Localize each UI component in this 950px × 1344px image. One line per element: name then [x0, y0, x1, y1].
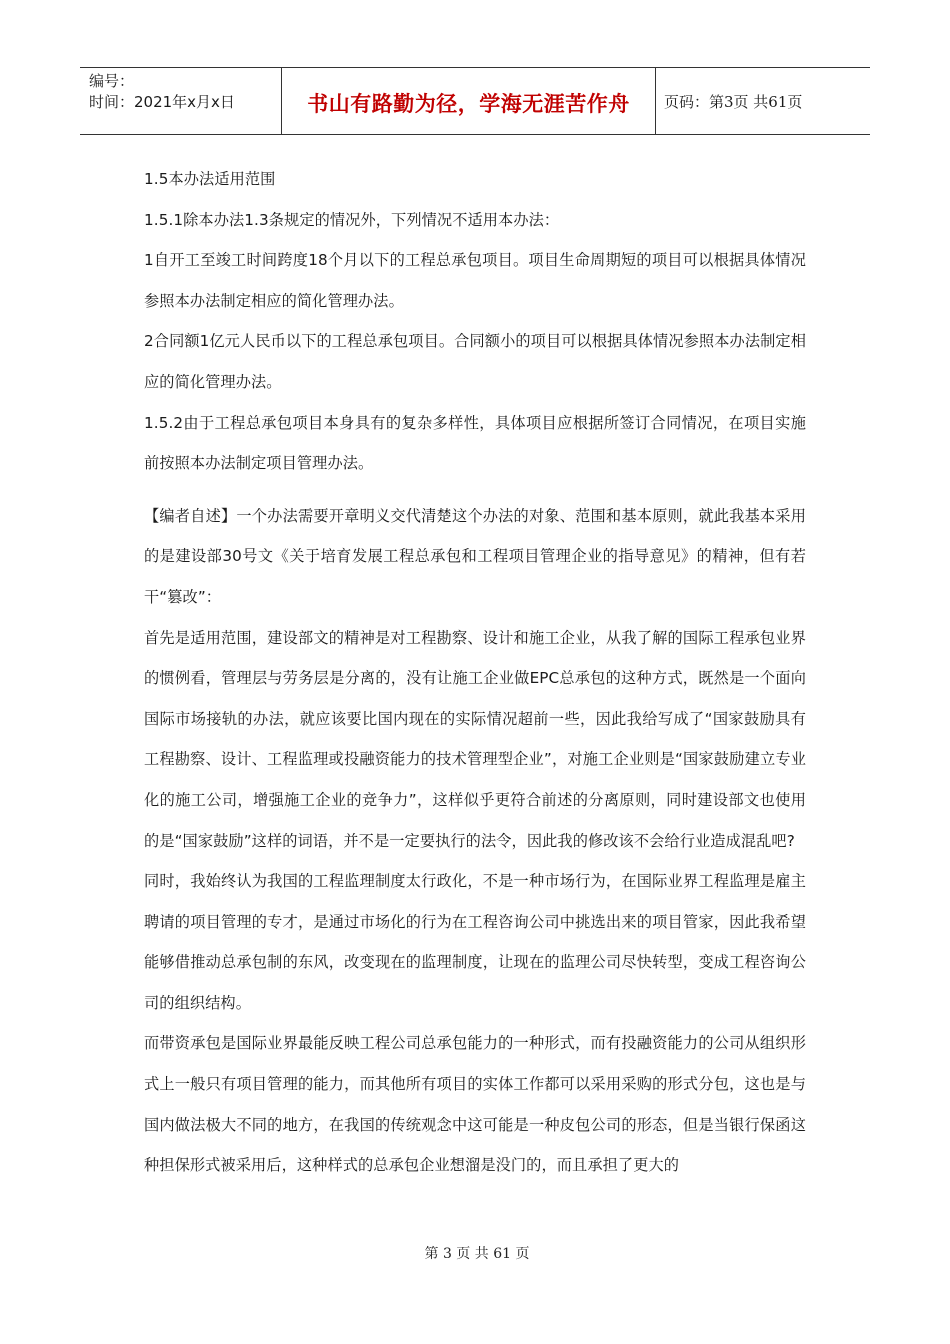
body-paragraph: 1自开工至竣工时间跨度18个月以下的工程总承包项目。项目生命周期短的项目可以根据具体情况参照本办法制定相应的简化管理办法。 [144, 251, 806, 310]
body-paragraph: 1.5.1除本办法1.3条规定的情况外，下列情况不适用本办法： [144, 210, 560, 229]
page-footer: 第 3 页 共 61 页 [424, 1246, 530, 1262]
document-number-label: 编号： [89, 72, 135, 90]
body-paragraph: 首先是适用范围，建设部文的精神是对工程勘察、设计和施工企业，从我了解的国际工程承包业界的惯例看，管理层与劳务层是分离的，没有让施工企业做EPC总承包的这种方式，既然是一个面向国际市场接轨的办法，就应该要比国内现在的实际情况超前一些，因此我给写成了“国家鼓励具有工程勘察、设计、工程监理或投融资能力的技术管理型企业”，对施工企业则是“国家鼓励建立专业化的施工公司，增强施工企业的竞争力”，这样似乎更符合前述的分离原则，同时建设部文也使用的是“国家鼓励”这样的词语，并不是一定要执行的法令，因此我的修改该不会给行业造成混乱吧? [144, 628, 806, 850]
header-meta [80, 68, 282, 134]
header-page-info: 页码：第3页 共61页 [664, 92, 803, 111]
body-paragraph: 1.5.2由于工程总承包项目本身具有的复杂多样性，具体项目应根据所签订合同情况，在项目实施前按照本办法制定项目管理办法。 [144, 413, 806, 473]
page-header [80, 67, 870, 135]
body-paragraph: 2合同额1亿元人民币以下的工程总承包项目。合同额小的项目可以根据具体情况参照本办法制定相应的简化管理办法。 [144, 332, 806, 391]
document-body [144, 159, 806, 1186]
body-paragraph: 而带资承包是国际业界最能反映工程公司总承包能力的一种形式，而有投融资能力的公司从组织形式上一般只有项目管理的能力，而其他所有项目的实体工作都可以采用采购的形式分包，这也是与国内做法极大不同的地方，在我国的传统观念中这可能是一种皮包公司的形态，但是当银行保函这种担保形式被采用后，这种样式的总承包企业想溜是没门的，而且承担了更大的 [144, 1034, 806, 1175]
section-heading: 1.5本办法适用范围 [144, 170, 276, 188]
editor-note-paragraph: 【编者自述】一个办法需要开章明义交代清楚这个办法的对象、范围和基本原则，就此我基本采用的是建设部30号文《关于培育发展工程总承包和工程项目管理企业的指导意见》的精神，但有若干“篡改”： [144, 506, 806, 606]
document-time-label: 时间：2021年x月x日 [89, 93, 235, 111]
header-motto: 书山有路勤为径，学海无涯苦作舟 [282, 68, 656, 134]
body-paragraph: 同时，我始终认为我国的工程监理制度太行政化，不是一种市场行为，在国际业界工程监理是雇主聘请的项目管理的专才，是通过市场化的行为在工程咨询公司中挑选出来的项目管家，因此我希望能够借推动总承包制的东风，改变现在的监理制度，让现在的监理公司尽快转型，变成工程咨询公司的组织结构。 [144, 872, 806, 1012]
